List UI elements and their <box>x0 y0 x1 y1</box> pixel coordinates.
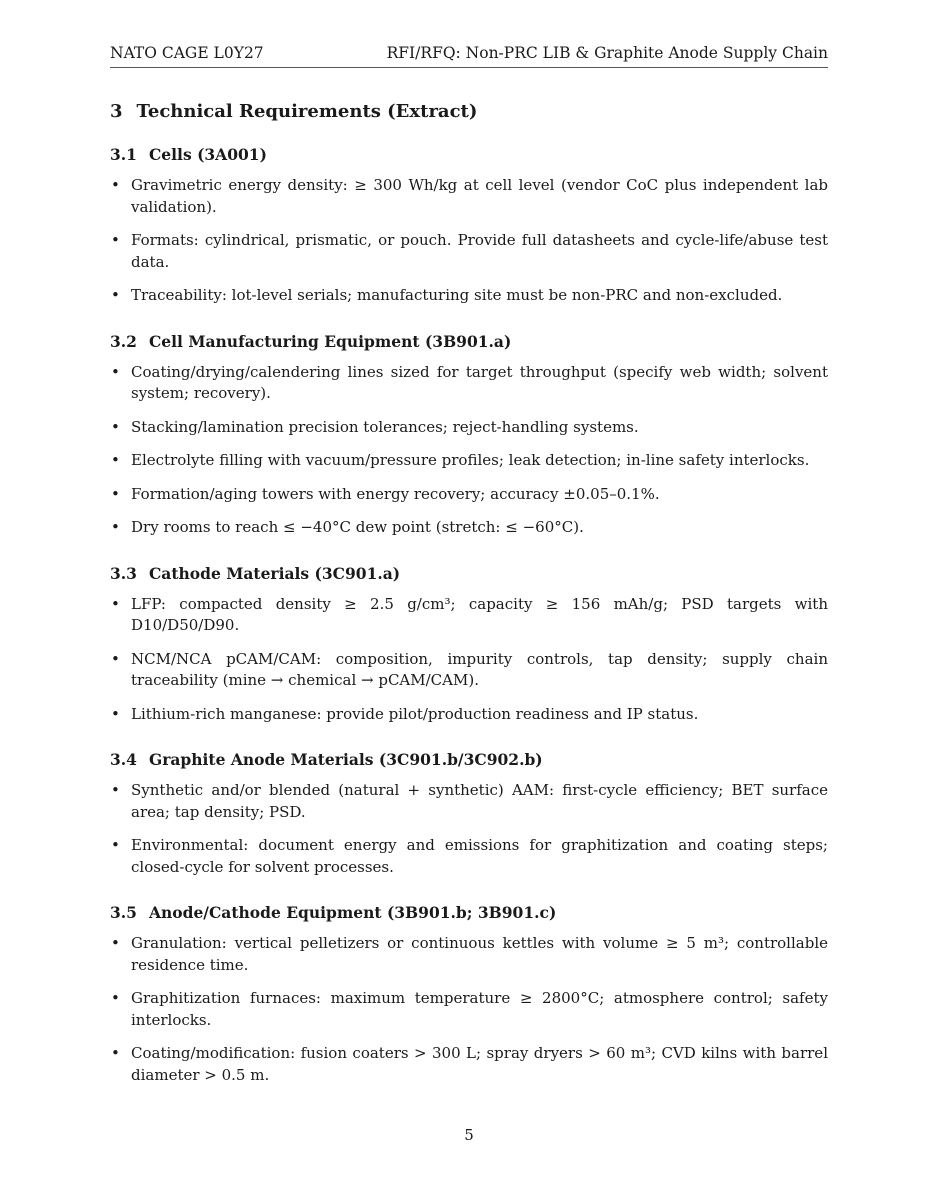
list-item: • Gravimetric energy density: ≥ 300 Wh/kg at cell level (vendor CoC plus independent lab validation). <box>110 175 828 218</box>
header-left: NATO CAGE L0Y27 <box>110 44 264 62</box>
list-item: • Electrolyte filling with vacuum/pressure profiles; leak detection; in-line safety interlocks. <box>110 450 828 472</box>
list-item: • NCM/NCA pCAM/CAM: composition, impurity controls, tap density; supply chain traceability (mine → chemical → pCAM/CAM). <box>110 649 828 692</box>
section-title: Technical Requirements (Extract) <box>136 101 478 122</box>
page-content <box>110 98 828 1109</box>
list-item: • Environmental: document energy and emissions for graphitization and coating steps; closed-cycle for solvent processes. <box>110 835 828 878</box>
bullet-list-cells <box>110 175 828 307</box>
subsection-heading-3-5 <box>110 901 828 925</box>
section-number: 3 <box>110 101 123 122</box>
list-item: • Coating/drying/calendering lines sized for target throughput (specify web width; solvent system; recovery). <box>110 362 828 405</box>
bullet-list-cathode <box>110 594 828 726</box>
subsection-number: 3.5 <box>110 903 137 922</box>
header-right: RFI/RFQ: Non-PRC LIB & Graphite Anode Supply Chain <box>386 44 828 62</box>
list-item: • Granulation: vertical pelletizers or continuous kettles with volume ≥ 5 m³; controllable residence time. <box>110 933 828 976</box>
section-heading <box>110 98 828 126</box>
list-item: • Stacking/lamination precision tolerances; reject-handling systems. <box>110 417 828 439</box>
subsection-title: Cell Manufacturing Equipment (3B901.a) <box>148 331 512 351</box>
bullet-list-equipment <box>110 933 828 1086</box>
list-item: • Formation/aging towers with energy recovery; accuracy ±0.05–0.1%. <box>110 484 828 506</box>
subsection-title: Graphite Anode Materials (3C901.b/3C902.b) <box>148 750 543 769</box>
list-item: • LFP: compacted density ≥ 2.5 g/cm³; capacity ≥ 156 mAh/g; PSD targets with D10/D50/D90. <box>110 594 828 637</box>
subsection-number: 3.3 <box>110 563 137 583</box>
subsection-heading-3-3 <box>110 562 828 586</box>
bullet-list-graphite-anode <box>110 780 828 878</box>
list-item: • Coating/modification: fusion coaters > 300 L; spray dryers > 60 m³; CVD kilns with barrel diameter > 0.5 m. <box>110 1043 828 1086</box>
list-item: • Traceability: lot-level serials; manufacturing site must be non-PRC and non-excluded. <box>110 285 828 307</box>
subsection-number: 3.2 <box>110 331 137 351</box>
page-number: 5 <box>464 1126 474 1144</box>
subsection-title: Cells (3A001) <box>148 145 267 164</box>
subsection-heading-3-1 <box>110 143 828 167</box>
subsection-heading-3-4 <box>110 748 828 772</box>
page-header <box>110 44 828 68</box>
list-item: • Synthetic and/or blended (natural + synthetic) AAM: first-cycle efficiency; BET surface area; tap density; PSD. <box>110 780 828 823</box>
subsection-title: Anode/Cathode Equipment (3B901.b; 3B901.c) <box>148 903 557 922</box>
subsection-number: 3.4 <box>110 750 137 769</box>
list-item: • Formats: cylindrical, prismatic, or pouch. Provide full datasheets and cycle-life/abuse test data. <box>110 230 828 273</box>
bullet-list-cell-manufacturing <box>110 362 828 539</box>
list-item: • Lithium-rich manganese: provide pilot/production readiness and IP status. <box>110 704 828 726</box>
subsection-title: Cathode Materials (3C901.a) <box>148 563 401 583</box>
subsection-number: 3.1 <box>110 145 137 164</box>
list-item: • Dry rooms to reach ≤ −40°C dew point (stretch: ≤ −60°C). <box>110 517 828 539</box>
list-item: • Graphitization furnaces: maximum temperature ≥ 2800°C; atmosphere control; safety interlocks. <box>110 988 828 1031</box>
subsection-heading-3-2 <box>110 330 828 354</box>
